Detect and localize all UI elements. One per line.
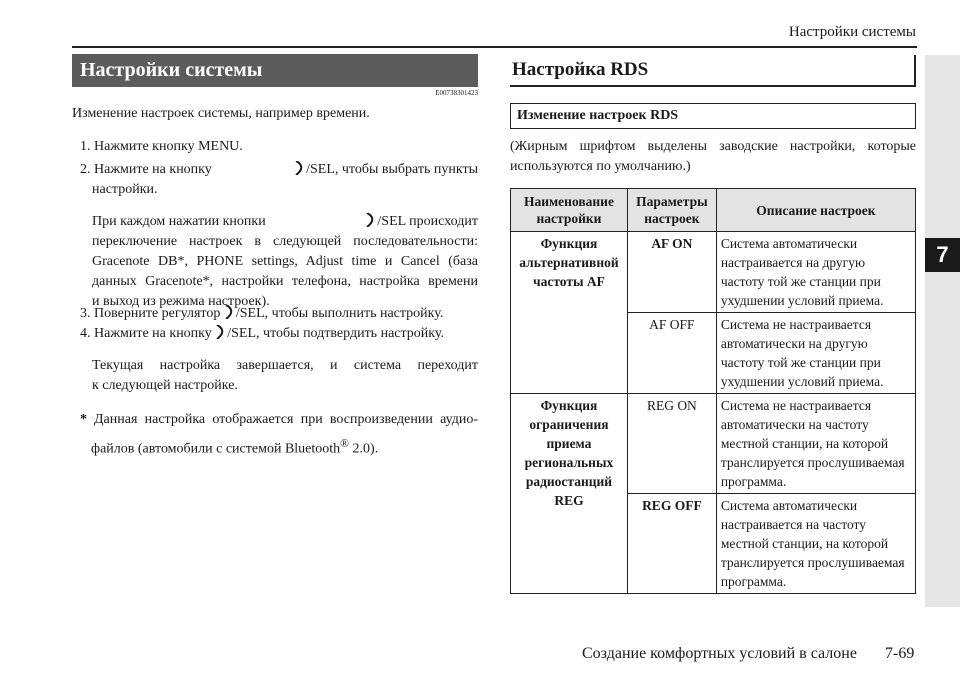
step-2-note-suffix: /SEL происходит	[377, 214, 478, 229]
step-2	[80, 160, 478, 200]
description-cell: Система автоматически настраивается на частоту местной станции, на которой транслируется прослушиваемая программа.	[716, 494, 915, 594]
step-2-note	[92, 212, 478, 312]
column-header-name: Наименование настройки	[511, 189, 628, 232]
step-2-line2: настройки.	[92, 182, 158, 197]
step-4: 4. Нажмите на кнопку /SEL, чтобы подтвердить настройку.	[80, 326, 444, 341]
footnote-line-2: файлов (автомобили с системой Bluetooth® 2.0).	[91, 437, 379, 457]
step-2-note-line: и выход из режима настроек).	[92, 294, 270, 309]
column-header-description: Описание настроек	[716, 189, 915, 232]
tune-knob-icon	[224, 305, 236, 319]
document-code: E00738301423	[435, 89, 478, 97]
step-2-suffix: /SEL, чтобы выбрать пункты	[306, 162, 478, 177]
footnote-line-1: Данная настройка отображается при воспроизведении аудио-	[94, 412, 478, 427]
page-number: 7-69	[885, 645, 915, 662]
rds-default-note: (Жирным шрифтом выделены заводские настройки, которые используются по умолчанию.)	[510, 139, 916, 174]
step-2-note-prefix: При каждом нажатии кнопки	[92, 214, 266, 229]
running-header: Настройки системы	[788, 24, 916, 40]
function-cell: Функция альтернативной частоты AF	[511, 232, 628, 394]
chapter-side-tab	[925, 55, 960, 607]
description-cell: Система не настраивается автоматически на другую частоту той же станции при ухудшении условий приема.	[716, 313, 915, 394]
step-2-note-line: переключение настроек в следующей последовательности:	[92, 234, 478, 249]
footnote	[80, 410, 478, 460]
footer-chapter-title: Создание комфортных условий в салоне	[582, 645, 857, 662]
footnote-mark: *	[80, 412, 87, 427]
rds-section-title: Настройка RDS	[510, 55, 916, 87]
step-2-note-line: Gracenote DB*, PHONE settings, Adjust time и Cancel (база	[92, 254, 478, 269]
param-cell: AF ON	[627, 232, 716, 313]
table-header-row	[511, 189, 916, 232]
intro-text: Изменение настроек системы, например времени.	[72, 106, 370, 121]
step-1: 1. Нажмите кнопку MENU.	[80, 139, 243, 154]
chapter-number-tab: 7	[925, 238, 960, 272]
tune-knob-icon	[215, 325, 227, 339]
rds-subheading: Изменение настроек RDS	[510, 103, 916, 129]
param-cell: REG OFF	[627, 494, 716, 594]
step-2-prefix: 2. Нажмите на кнопку	[80, 162, 212, 177]
description-cell: Система не настраивается автоматически на частоту местной станции, на которой транслируется прослушиваемая программа.	[716, 394, 915, 494]
step-4-note: Текущая настройка завершается, и система переходит к следующей настройке.	[92, 358, 478, 393]
header-rule	[72, 46, 917, 48]
step-3: 3. Поверните регулятор /SEL, чтобы выполнить настройку.	[80, 306, 444, 321]
registered-mark: ®	[340, 437, 350, 450]
step-2-note-line: данных Gracenote*, настройки телефона, настройка времени	[92, 274, 478, 289]
tune-knob-icon	[365, 213, 377, 227]
column-header-params: Параметры настроек	[627, 189, 716, 232]
param-cell: AF OFF	[627, 313, 716, 394]
rds-settings-table	[510, 188, 916, 594]
section-title-banner: Настройки системы	[72, 54, 478, 87]
table-row	[511, 232, 916, 313]
param-cell: REG ON	[627, 394, 716, 494]
tune-knob-icon	[294, 161, 306, 175]
function-cell: Функция ограничения приема региональных радиостанций REG	[511, 394, 628, 594]
table-row	[511, 394, 916, 494]
description-cell: Система автоматически настраивается на другую частоту той же станции при ухудшении условий приема.	[716, 232, 915, 313]
